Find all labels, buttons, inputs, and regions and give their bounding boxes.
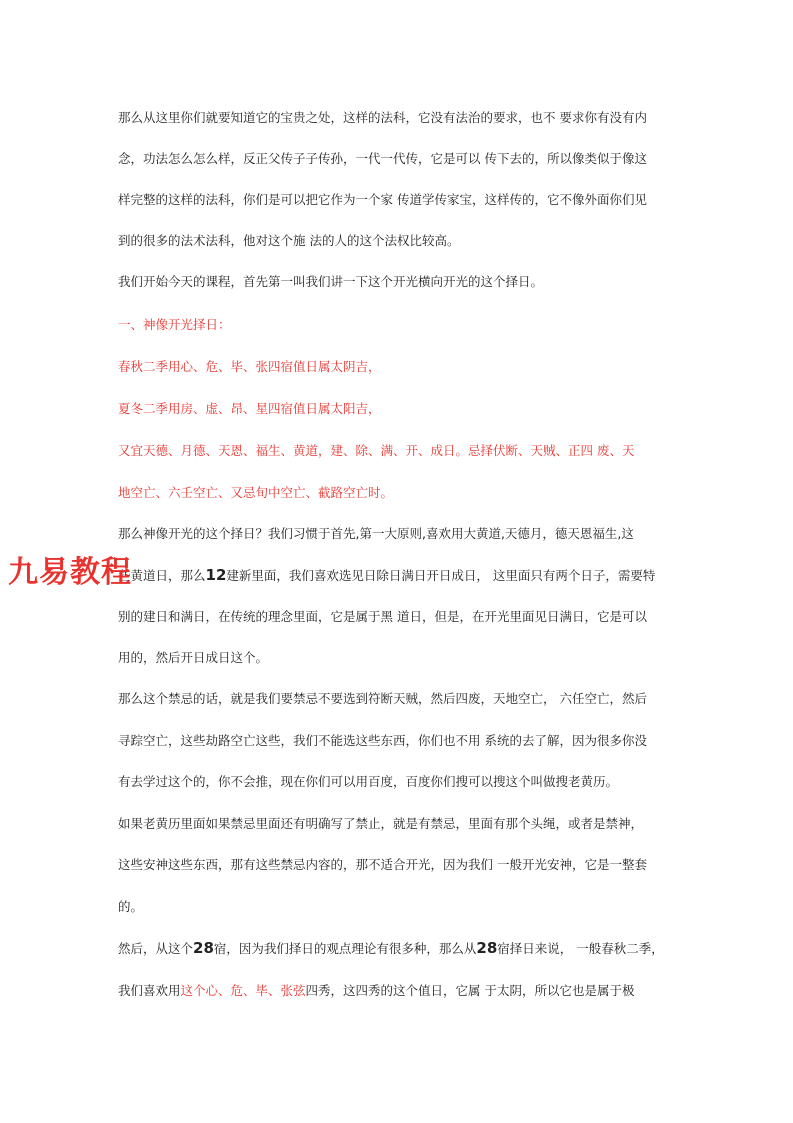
- paragraph-line: 到的很多的法术法科，他对这个施 法的人的这个法权比较高。: [118, 233, 460, 248]
- rule-line: 地空亡、六壬空亡、又忌旬中空亡、截路空亡时。: [118, 485, 394, 500]
- paragraph-line: 那么这个禁忌的话，就是我们要禁忌不要选到符断天贼，然后四废，天地空亡， 六任空亡，然后: [118, 691, 647, 706]
- paragraph-line: 那么神像开光的这个择日？我们习惯于首先,第一大原则,喜欢用大黄道,天德月，德天恩福生,这: [118, 526, 634, 541]
- paragraph-line: [118, 983, 678, 999]
- text-run: 然后，从这个: [118, 941, 194, 956]
- paragraph-line: 别的建日和满日，在传统的理念里面，它是属于黑 道日，但是，在开光里面见日满日，它是可以: [118, 609, 647, 624]
- watermark-logo: 九易教程: [8, 555, 132, 590]
- section-heading: 一、神像开光择日：: [118, 317, 231, 332]
- number-run: 12: [205, 567, 227, 584]
- paragraph-line: [118, 567, 678, 584]
- paragraph-line: [118, 940, 678, 957]
- paragraph-line: 那么从这里你们就要知道它的宝贵之处，这样的法科，它没有法治的要求，也不 要求你有没有内: [118, 110, 647, 125]
- text-run: 建新里面，我们喜欢选见日除日满日开日成日， 这里面只有两个日子，需要特: [226, 568, 656, 583]
- text-run: 我们喜欢用: [118, 983, 181, 998]
- paragraph-line: 用的，然后开日成日这个。: [118, 650, 269, 665]
- rule-line: 夏冬二季用房、虚、昂、星四宿值日属太阳吉，: [118, 401, 381, 416]
- highlight-run: 这个心、危、毕、张弦: [180, 983, 306, 998]
- rule-line: 又宜天德、月德、天恩、福生、黄道，建、除、满、开、成日。忌择伏断、天贼、正四 废、天: [118, 443, 635, 458]
- number-run: 28: [193, 940, 214, 957]
- paragraph-line: 的。: [118, 899, 144, 914]
- paragraph-line: 有去学过这个的，你不会推，现在你们可以用百度，百度你们搜可以搜这个叫做搜老黄历。: [118, 774, 619, 789]
- paragraph-line: 我们开始今天的课程，首先第一叫我们讲一下这个开光横向开光的这个择日。: [118, 274, 544, 289]
- paragraph-line: 念，功法怎么怎么样，反正父传子子传孙，一代一代传，它是可以 传下去的，所以像类似于像这: [118, 151, 647, 166]
- paragraph-line: 样完整的这样的法科，你们是可以把它作为一个家 传道学传家宝，这样传的，它不像外面你们见: [118, 192, 647, 207]
- text-run: 四秀，这四秀的这个值日，它属 于太阴，所以它也是属于极: [305, 983, 635, 998]
- text-run: 宿，因为我们择日的观点理论有很多种，那么从: [213, 941, 477, 956]
- number-run: 28: [476, 940, 498, 957]
- text-run: 宿择日来说， 一般春秋二季，: [497, 941, 664, 956]
- paragraph-line: 如果老黄历里面如果禁忌里面还有明确写了禁止，就是有禁忌，里面有那个头绳，或者是禁神，: [118, 816, 644, 831]
- paragraph-line: 这些安神这些东西，那有这些禁忌内容的，那不适合开光，因为我们 一般开光安神，它是一整套: [118, 857, 647, 872]
- paragraph-line: 寻踪空亡，这些劫路空亡这些，我们不能选这些东西，你们也不用 系统的去了解，因为很多你没: [118, 733, 647, 748]
- rule-line: 春秋二季用心、危、毕、张四宿值日属太阴吉，: [118, 359, 381, 374]
- text-run: 些黄道日，那么: [118, 568, 206, 583]
